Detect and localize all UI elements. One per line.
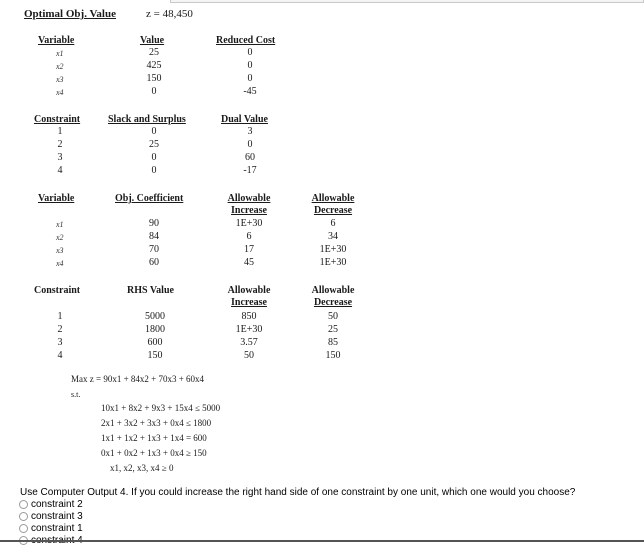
- t2-slack: 25: [149, 139, 159, 150]
- option-label[interactable]: constraint 1: [31, 523, 83, 534]
- t4-allowable-increase: 50: [244, 350, 254, 361]
- t4-constraint: 3: [57, 337, 63, 348]
- t4-constraint: 1: [57, 311, 63, 322]
- t3-coefficient: 70: [149, 244, 159, 255]
- t3-header-increase: Increase: [231, 205, 267, 216]
- option-constraint-1[interactable]: [19, 523, 83, 534]
- t4-constraint: 2: [57, 324, 63, 335]
- t4-header-decrease: Decrease: [313, 297, 353, 308]
- option-label[interactable]: constraint 2: [31, 499, 83, 510]
- t4-allowable-decrease: 25: [328, 324, 338, 335]
- t2-slack: 0: [151, 152, 157, 163]
- t3-allowable-decrease: 6: [330, 218, 336, 229]
- t2-constraint: 1: [57, 126, 63, 137]
- lp-constraint: 2x1 + 3x2 + 3x3 + 0x4 ≤ 1800: [101, 418, 212, 428]
- t3-header-decrease: Decrease: [313, 205, 353, 216]
- t1-value: 150: [146, 73, 162, 84]
- t2-constraint: 2: [57, 139, 63, 150]
- t1-header-reduced-cost: Reduced Cost: [216, 35, 276, 46]
- t3-coefficient: 60: [149, 257, 159, 268]
- t3-allowable-decrease: 34: [328, 231, 338, 242]
- t4-rhs-value: 5000: [145, 311, 165, 322]
- t1-value: 425: [146, 60, 162, 71]
- t2-slack: 0: [151, 165, 157, 176]
- t4-allowable-decrease: 50: [328, 311, 338, 322]
- option-constraint-3[interactable]: [19, 511, 83, 522]
- t3-var: x3: [56, 246, 64, 255]
- t4-rhs-value: 150: [147, 350, 163, 361]
- t4-constraint: 4: [57, 350, 63, 361]
- t3-header-obj-coefficient: Obj. Coefficient: [115, 193, 184, 204]
- t1-reduced-cost: 0: [247, 47, 253, 58]
- radio-button[interactable]: [19, 500, 28, 509]
- t3-allowable-increase: 45: [244, 257, 254, 268]
- t2-header-slack-surplus: Slack and Surplus: [108, 114, 186, 125]
- t2-dual: 0: [247, 139, 253, 150]
- lp-subject-to: s.t.: [71, 390, 81, 399]
- t3-coefficient: 90: [149, 218, 159, 229]
- question-text: Use Computer Output 4. If you could increase the right hand side of one constraint by one unit, which one would you choose?: [20, 487, 576, 498]
- option-label[interactable]: constraint 3: [31, 511, 83, 522]
- radio-button[interactable]: [19, 524, 28, 533]
- lp-constraint: 1x1 + 1x2 + 1x3 + 1x4 = 600: [101, 433, 207, 443]
- t3-var: x1: [56, 220, 64, 229]
- t4-header-rhs-value: RHS Value: [127, 285, 174, 296]
- t1-header-variable: Variable: [38, 35, 75, 46]
- t3-header-allowable: Allowable: [227, 193, 271, 204]
- lp-nonnegativity: x1, x2, x3, x4 ≥ 0: [110, 463, 174, 473]
- t2-header-constraint: Constraint: [34, 114, 81, 125]
- t3-header-allowable: Allowable: [311, 193, 355, 204]
- z-value: z = 48,450: [146, 8, 193, 20]
- t2-dual: -17: [243, 165, 257, 176]
- t4-header-increase: Increase: [231, 297, 267, 308]
- t4-allowable-increase: 1E+30: [235, 324, 263, 335]
- t1-reduced-cost: -45: [243, 86, 257, 97]
- t4-header-allowable: Allowable: [227, 285, 271, 296]
- t2-constraint: 3: [57, 152, 63, 163]
- t1-value: 0: [151, 86, 157, 97]
- radio-button[interactable]: [19, 512, 28, 521]
- t2-constraint: 4: [57, 165, 63, 176]
- t4-rhs-value: 1800: [145, 324, 165, 335]
- t2-slack: 0: [151, 126, 157, 137]
- t1-reduced-cost: 0: [247, 73, 253, 84]
- t2-dual: 3: [247, 126, 253, 137]
- t4-header-constraint: Constraint: [34, 285, 81, 296]
- lp-constraint: 0x1 + 0x2 + 1x3 + 0x4 ≥ 150: [101, 448, 207, 458]
- t1-reduced-cost: 0: [247, 60, 253, 71]
- t3-var: x4: [56, 259, 64, 268]
- t1-header-value: Value: [140, 35, 165, 46]
- t4-allowable-increase: 3.57: [240, 337, 258, 348]
- t1-var: x4: [56, 88, 64, 97]
- t4-allowable-decrease: 85: [328, 337, 338, 348]
- t3-allowable-increase: 17: [244, 244, 254, 255]
- t2-header-dual-value: Dual Value: [221, 114, 268, 125]
- t3-allowable-increase: 6: [246, 231, 252, 242]
- t1-var: x3: [56, 75, 64, 84]
- t3-allowable-increase: 1E+30: [235, 218, 263, 229]
- t2-dual: 60: [245, 152, 255, 163]
- t3-coefficient: 84: [149, 231, 159, 242]
- t1-value: 25: [149, 47, 159, 58]
- option-constraint-2[interactable]: [19, 499, 83, 510]
- optimal-obj-value-label: Optimal Obj. Value: [24, 8, 116, 20]
- t4-header-allowable: Allowable: [311, 285, 355, 296]
- t1-var: x1: [56, 49, 64, 58]
- t3-allowable-decrease: 1E+30: [319, 257, 347, 268]
- t4-allowable-increase: 850: [241, 311, 257, 322]
- lp-constraint: 10x1 + 8x2 + 9x3 + 15x4 ≤ 5000: [101, 403, 221, 413]
- t4-allowable-decrease: 150: [325, 350, 341, 361]
- t3-header-variable: Variable: [38, 193, 75, 204]
- t1-var: x2: [56, 62, 64, 71]
- t3-allowable-decrease: 1E+30: [319, 244, 347, 255]
- t3-var: x2: [56, 233, 64, 242]
- lp-objective: Max z = 90x1 + 84x2 + 70x3 + 60x4: [71, 374, 205, 384]
- t4-rhs-value: 600: [147, 337, 163, 348]
